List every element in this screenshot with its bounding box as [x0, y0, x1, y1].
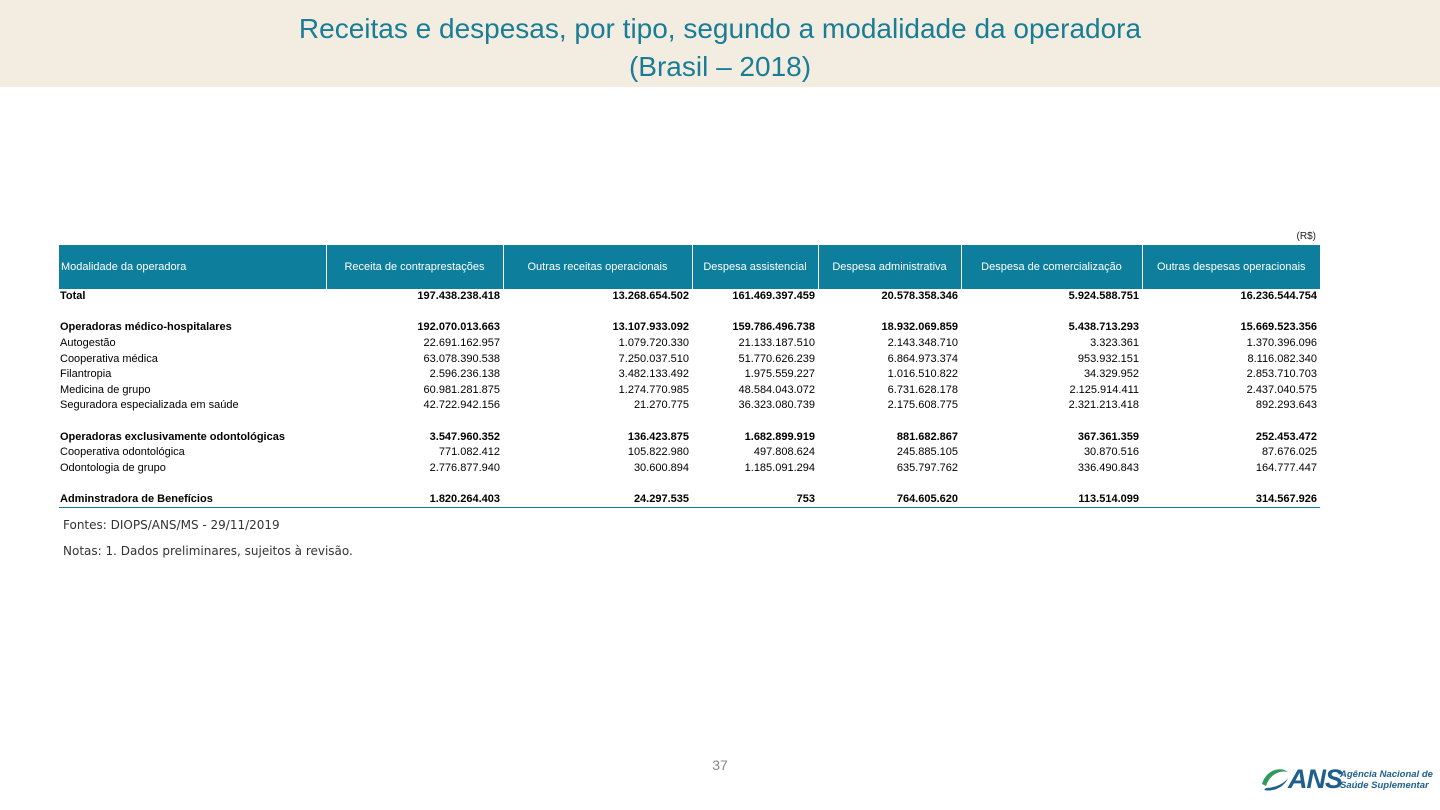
table-cell: 881.682.867: [896, 430, 958, 443]
table-cell: 87.676.025: [1261, 446, 1317, 459]
table-cell: 367.361.359: [1077, 430, 1139, 443]
table-cell: 764.605.620: [818, 492, 961, 508]
table-row-group: [59, 492, 1320, 508]
table-cell: 63.078.390.538: [423, 352, 500, 365]
table-cell: 1.370.396.096: [1246, 337, 1317, 350]
ans-logo-icon: [1258, 762, 1292, 796]
table-header-row: [59, 245, 1320, 289]
table-cell: 635.797.762: [896, 461, 958, 474]
table-cell: 953.932.151: [1077, 352, 1139, 365]
unit-label: (R$): [1296, 231, 1316, 242]
table-cell: 771.082.412: [438, 446, 500, 459]
row-label: Odontologia de grupo: [60, 461, 166, 474]
table-cell: 13.268.654.502: [612, 290, 689, 303]
table-cell: 48.584.043.072: [738, 383, 815, 396]
footnote: Notas: 1. Dados preliminares, sujeitos à revisão.: [63, 544, 353, 558]
table-cell: 314.567.926: [1142, 492, 1320, 508]
table-cell: 1.079.720.330: [618, 337, 689, 350]
table-row: [59, 445, 1320, 461]
ans-logo: [1258, 760, 1433, 800]
table-cell: 30.600.894: [633, 461, 689, 474]
table-cell: 15.669.523.356: [1240, 321, 1317, 334]
table-cell: 159.786.496.738: [732, 321, 815, 334]
table-cell: 192.070.013.663: [417, 321, 500, 334]
table-cell: 21.270.775: [633, 399, 689, 412]
table-cell: 8.116.082.340: [1247, 352, 1317, 365]
table-cell: 161.469.397.459: [732, 290, 815, 303]
row-label: Operadoras médico-hospitalares: [60, 321, 232, 334]
table-cell: 2.175.608.775: [887, 399, 958, 412]
column-header: Despesa de comercialização: [961, 245, 1142, 289]
row-label: Filantropia: [60, 368, 112, 381]
column-header: Modalidade da operadora: [59, 245, 326, 289]
table-cell: 1.682.899.919: [744, 430, 815, 443]
table-cell: 1.274.770.985: [618, 383, 689, 396]
table-cell: 2.776.877.940: [429, 461, 500, 474]
table-cell: 197.438.238.418: [417, 290, 500, 303]
table-cell: 497.808.624: [753, 446, 815, 459]
table-spacer: [59, 305, 1320, 321]
table-cell: 1.975.559.227: [744, 368, 815, 381]
table-cell: 336.490.843: [1077, 461, 1139, 474]
logo-caption-line2: Saúde Suplementar: [1340, 780, 1429, 791]
logo-caption-line1: Agência Nacional de: [1340, 769, 1433, 780]
table-cell: 252.453.472: [1255, 430, 1317, 443]
table-cell: 753: [692, 492, 818, 508]
table-row: [59, 351, 1320, 367]
table-cell: 5.438.713.293: [1068, 321, 1139, 334]
table-row-group: [59, 429, 1320, 445]
row-label: Operadoras exclusivamente odontológicas: [60, 430, 285, 443]
column-header: Outras receitas operacionais: [503, 245, 692, 289]
table-cell: 245.885.105: [896, 446, 958, 459]
table-cell: 3.323.361: [1090, 337, 1139, 350]
table-cell: 18.932.069.859: [881, 321, 958, 334]
table-cell: 1.016.510.822: [887, 368, 958, 381]
table-cell: 892.293.643: [1255, 399, 1317, 412]
source-note: Fontes: DIOPS/ANS/MS - 29/11/2019: [63, 518, 280, 532]
logo-wordmark: ANS: [1288, 764, 1343, 794]
table-cell: 136.423.875: [627, 430, 689, 443]
table-cell: 164.777.447: [1255, 461, 1317, 474]
row-label: Total: [60, 290, 86, 303]
table-row: [59, 367, 1320, 383]
table-cell: 34.329.952: [1083, 368, 1139, 381]
table-cell: 13.107.933.092: [612, 321, 689, 334]
table-row: [59, 398, 1320, 414]
table-cell: 22.691.162.957: [423, 337, 500, 350]
table-cell: 36.323.080.739: [738, 399, 815, 412]
table-cell: 20.578.358.346: [881, 290, 958, 303]
slide-title-line2: (Brasil – 2018): [628, 51, 812, 82]
row-label: Adminstradora de Benefícios: [59, 492, 326, 508]
row-label: Medicina de grupo: [60, 383, 151, 396]
table-cell: 2.321.213.418: [1068, 399, 1139, 412]
column-header: Despesa assistencial: [692, 245, 818, 289]
table-cell: 113.514.099: [961, 492, 1142, 508]
table-cell: 24.297.535: [503, 492, 692, 508]
table-cell: 5.924.588.751: [1068, 290, 1139, 303]
row-label: Seguradora especializada em saúde: [60, 399, 239, 412]
table-cell: 60.981.281.875: [423, 383, 500, 396]
row-label: Autogestão: [60, 337, 116, 350]
column-header: Outras despesas operacionais: [1142, 245, 1320, 289]
table-cell: 3.482.133.492: [618, 368, 689, 381]
column-header: Receita de contraprestações: [326, 245, 503, 289]
table-cell: 2.596.236.138: [429, 368, 500, 381]
row-label: Cooperativa médica: [60, 352, 158, 365]
table-cell: 6.864.973.374: [887, 352, 958, 365]
column-header: Despesa administrativa: [818, 245, 961, 289]
row-label: Cooperativa odontológica: [60, 446, 185, 459]
table-cell: 1.820.264.403: [326, 492, 503, 508]
table-row-total: [59, 289, 1320, 305]
table-cell: 7.250.037.510: [618, 352, 689, 365]
table-cell: 42.722.942.156: [423, 399, 500, 412]
table-cell: 1.185.091.294: [744, 461, 815, 474]
table-row: [59, 461, 1320, 477]
table-cell: 30.870.516: [1083, 446, 1139, 459]
table-cell: 2.143.348.710: [887, 337, 958, 350]
table-cell: 2.437.040.575: [1246, 383, 1317, 396]
table-cell: 105.822.980: [627, 446, 689, 459]
table-cell: 3.547.960.352: [429, 430, 500, 443]
table-spacer: [59, 476, 1320, 492]
data-table: [59, 245, 1320, 508]
page-number: 37: [712, 757, 728, 773]
table-cell: 16.236.544.754: [1240, 290, 1317, 303]
table-row-group: [59, 320, 1320, 336]
table-cell: 21.133.187.510: [738, 337, 815, 350]
table-row: [59, 336, 1320, 352]
table-row: [59, 383, 1320, 399]
table-cell: 51.770.626.239: [738, 352, 815, 365]
slide-title: [0, 10, 1440, 86]
table-cell: 2.125.914.411: [1069, 383, 1139, 396]
slide-title-line1: Receitas e despesas, por tipo, segundo a modalidade da operadora: [298, 13, 1142, 44]
logo-caption: [1340, 769, 1433, 791]
table-cell: 2.853.710.703: [1246, 368, 1317, 381]
table-spacer: [59, 414, 1320, 430]
table-cell: 6.731.628.178: [887, 383, 958, 396]
